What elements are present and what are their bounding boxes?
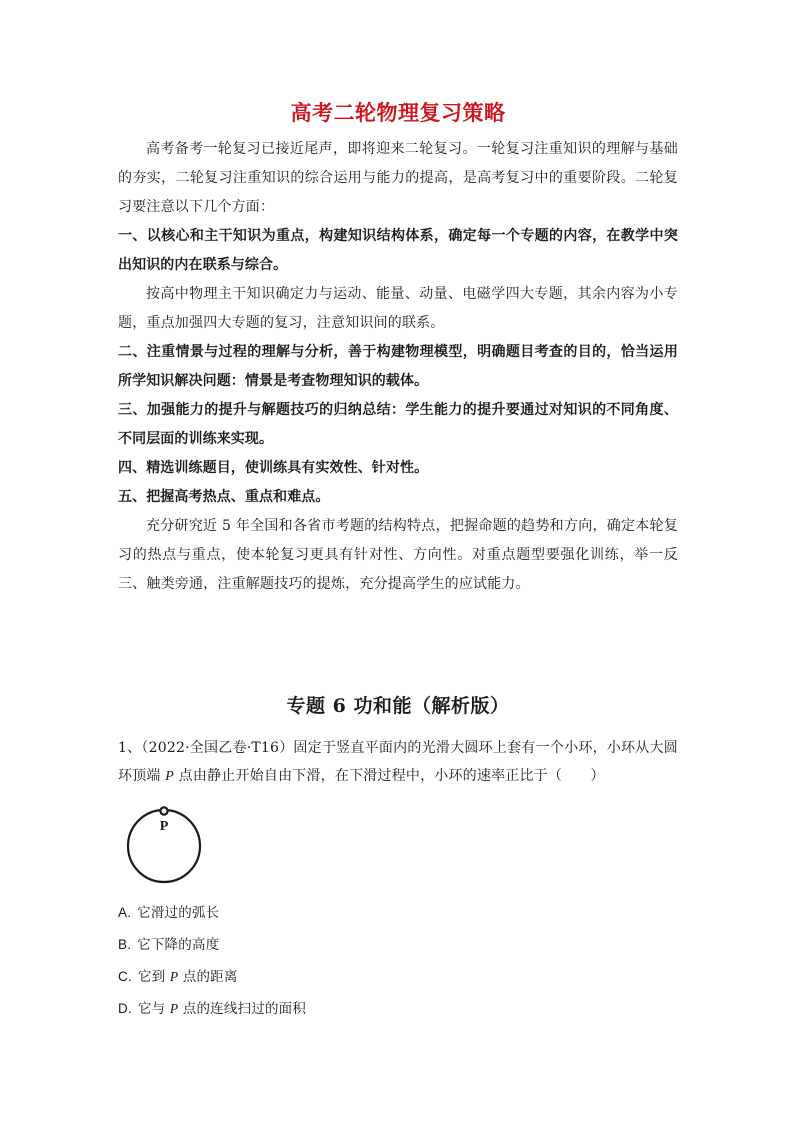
small-ring xyxy=(160,807,167,814)
option-text-tail: 点的距离 xyxy=(178,969,238,985)
option-letter: B. xyxy=(118,937,132,952)
option-b[interactable] xyxy=(118,929,678,961)
section-title: 专题 6 功和能（解析版） xyxy=(286,695,510,717)
question-prefix: 1、（2022·全国乙卷·T16）固定于竖直平面内的光滑大圆环上套有一个小环，小环从大圆环顶端 xyxy=(118,740,678,784)
question-var-p: P xyxy=(165,769,175,784)
point-5-heading: 五、把握高考热点、重点和难点。 xyxy=(118,489,330,505)
question-1-stem xyxy=(118,734,678,791)
point-2 xyxy=(118,338,678,396)
point-3-heading: 三、加强能力的提升与解题技巧的归纳总结： xyxy=(118,402,406,418)
figure-label-p: P xyxy=(159,819,169,834)
option-var-p: P xyxy=(169,1001,179,1016)
option-letter: D. xyxy=(118,1001,132,1016)
option-text: 它到 xyxy=(137,969,170,985)
option-a[interactable] xyxy=(118,897,678,929)
point-3 xyxy=(118,396,678,454)
point-4-heading: 四、精选训练题目，使训练具有实效性、针对性。 xyxy=(118,460,429,476)
answer-options xyxy=(118,897,678,1025)
strategy-section xyxy=(118,100,678,599)
point-3-tail: 学生能力的提升要通过对知识的不同角度、不同层面的训练来实现。 xyxy=(118,402,678,447)
point-1-body: 按高中物理主干知识确定力与运动、能量、动量、电磁学四大专题，其余内容为小专题，重点加强四大专题的复习，注意知识间的联系。 xyxy=(118,286,678,331)
option-var-p: P xyxy=(169,969,179,984)
option-d[interactable] xyxy=(118,993,678,1025)
option-text: 它滑过的弧长 xyxy=(137,905,220,921)
main-title: 高考二轮物理复习策略 xyxy=(290,101,506,125)
point-5-body: 充分研究近 5 年全国和各省市考题的结构特点，把握命题的趋势和方向，确定本轮复习的热点与重点，使本轮复习更具有针对性、方向性。对重点题型要强化训练，举一反三、触类旁通，注重解题技巧的提炼，充分提高学生的应试能力。 xyxy=(118,518,678,592)
option-text: 它与 xyxy=(137,1001,170,1017)
point-2-tail: 情景是考查物理知识的载体。 xyxy=(244,373,429,389)
point-1-heading: 一、以核心和主干知识为重点，构建知识结构体系，确定每一个专题的内容，在教学中突出知识的内在联系与综合。 xyxy=(118,228,678,273)
option-letter: C. xyxy=(118,969,132,984)
option-text-tail: 点的连线扫过的面积 xyxy=(178,1001,307,1017)
option-c[interactable] xyxy=(118,961,678,993)
point-2-heading: 二、注重情景与过程的理解与分析，善于构建物理模型，明确题目考查的目的，恰当运用所学知识解决问题： xyxy=(118,344,678,389)
option-text: 它下降的高度 xyxy=(137,937,220,953)
circle-ring-figure xyxy=(122,800,208,886)
intro-paragraph: 高考备考一轮复习已接近尾声，即将迎来二轮复习。一轮复习注重知识的理解与基础的夯实，二轮复习注重知识的综合运用与能力的提高，是高考复习中的重要阶段。二轮复习要注意以下几个方面： xyxy=(118,141,678,215)
option-letter: A. xyxy=(118,905,132,920)
question-suffix: 点由静止开始自由下滑，在下滑过程中，小环的速率正比于（ ） xyxy=(174,768,605,784)
